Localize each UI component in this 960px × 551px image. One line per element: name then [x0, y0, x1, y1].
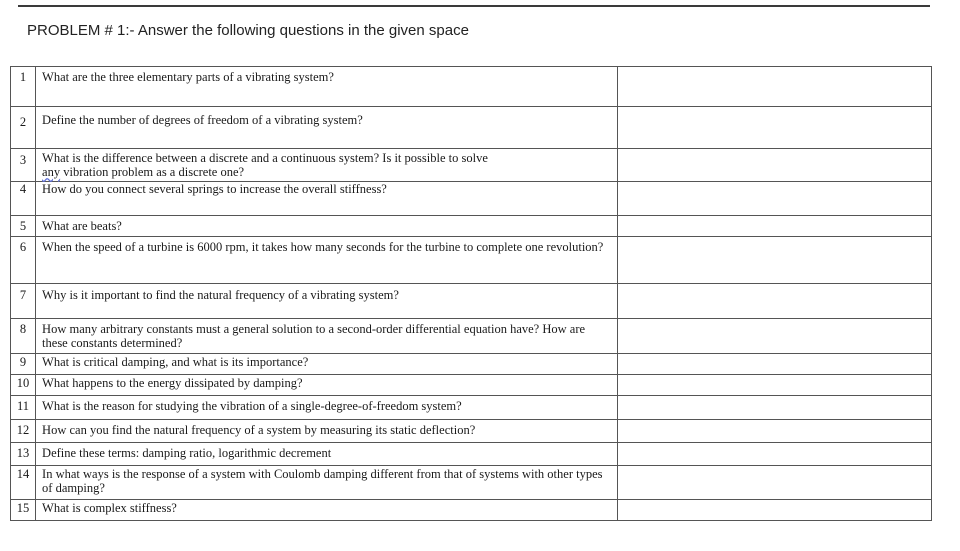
- question-line: What is the difference between a discrete and a continuous system? Is it possible to solve: [42, 151, 488, 165]
- table-row: [11, 319, 932, 354]
- answer-cell[interactable]: [618, 443, 932, 466]
- row-number: 5: [11, 216, 36, 237]
- top-rule: [18, 5, 930, 7]
- table-row: [11, 466, 932, 500]
- table-row: [11, 443, 932, 466]
- row-number: 1: [11, 67, 36, 107]
- spellcheck-word: any: [42, 165, 61, 179]
- question-text: How many arbitrary constants must a general solution to a second-order differential equation have? How are these constants determined?: [36, 319, 618, 354]
- table-row: [11, 284, 932, 319]
- row-number: 4: [11, 182, 36, 216]
- question-text: What is complex stiffness?: [36, 500, 618, 521]
- question-text: How do you connect several springs to increase the overall stiffness?: [36, 182, 618, 216]
- table-row: [11, 149, 932, 182]
- row-number: 7: [11, 284, 36, 319]
- question-text: When the speed of a turbine is 6000 rpm, it takes how many seconds for the turbine to complete one revolution?: [36, 237, 618, 284]
- row-number: 8: [11, 319, 36, 354]
- row-number: 15: [11, 500, 36, 521]
- answer-cell[interactable]: [618, 466, 932, 500]
- answer-cell[interactable]: [618, 500, 932, 521]
- answer-cell[interactable]: [618, 237, 932, 284]
- table-row: [11, 67, 932, 107]
- answer-cell[interactable]: [618, 396, 932, 420]
- row-number: 3: [11, 149, 36, 182]
- question-text: How can you find the natural frequency of a system by measuring its static deflection?: [36, 420, 618, 443]
- answer-cell[interactable]: [618, 284, 932, 319]
- row-number: 13: [11, 443, 36, 466]
- row-number: 12: [11, 420, 36, 443]
- question-text: Why is it important to find the natural frequency of a vibrating system?: [36, 284, 618, 319]
- answer-cell[interactable]: [618, 182, 932, 216]
- question-line: vibration problem as a discrete one?: [60, 165, 245, 179]
- table-row: [11, 375, 932, 396]
- question-text: What is critical damping, and what is its importance?: [36, 354, 618, 375]
- row-number: 14: [11, 466, 36, 500]
- question-text: [36, 149, 618, 182]
- row-number: 10: [11, 375, 36, 396]
- answer-cell[interactable]: [618, 354, 932, 375]
- table-row: [11, 182, 932, 216]
- answer-cell[interactable]: [618, 107, 932, 149]
- table-row: [11, 420, 932, 443]
- question-text: Define the number of degrees of freedom of a vibrating system?: [36, 107, 618, 149]
- question-text: Define these terms: damping ratio, logarithmic decrement: [36, 443, 618, 466]
- answer-cell[interactable]: [618, 375, 932, 396]
- table-row: [11, 354, 932, 375]
- answer-cell[interactable]: [618, 67, 932, 107]
- row-number: 11: [11, 396, 36, 420]
- answer-cell[interactable]: [618, 319, 932, 354]
- questions-table: [10, 66, 932, 521]
- question-text: What happens to the energy dissipated by damping?: [36, 375, 618, 396]
- row-number: 9: [11, 354, 36, 375]
- answer-cell[interactable]: [618, 216, 932, 237]
- answer-cell[interactable]: [618, 420, 932, 443]
- row-number: 6: [11, 237, 36, 284]
- table-row: [11, 500, 932, 521]
- table-row: [11, 216, 932, 237]
- table-row: [11, 107, 932, 149]
- question-text: What is the reason for studying the vibration of a single-degree-of-freedom system?: [36, 396, 618, 420]
- table-row: [11, 237, 932, 284]
- problem-title: PROBLEM # 1:- Answer the following questions in the given space: [27, 22, 469, 39]
- row-number: 2: [11, 107, 36, 149]
- question-text: In what ways is the response of a system with Coulomb damping different from that of systems with other types of damping?: [36, 466, 618, 500]
- answer-cell[interactable]: [618, 149, 932, 182]
- question-text: What are the three elementary parts of a vibrating system?: [36, 67, 618, 107]
- table-row: [11, 396, 932, 420]
- question-text: What are beats?: [36, 216, 618, 237]
